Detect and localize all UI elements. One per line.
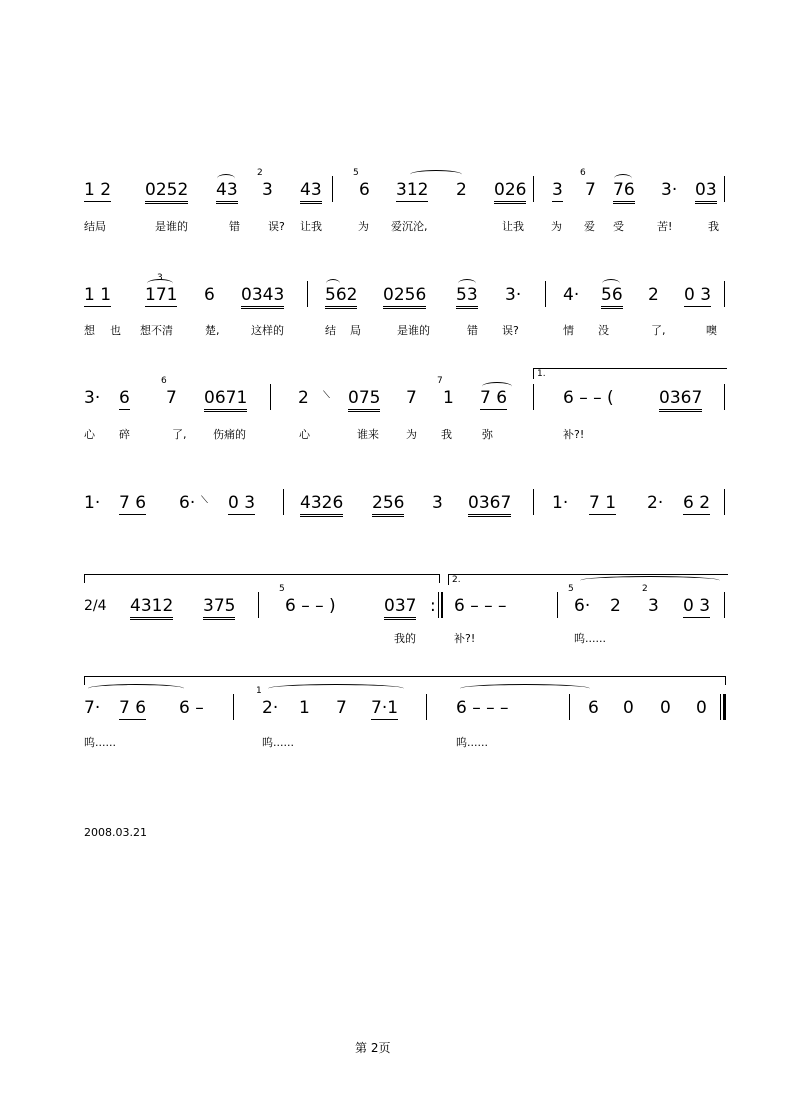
grace-note: 2	[642, 584, 648, 594]
grace-note: 5	[568, 584, 574, 594]
note-group: 026	[494, 180, 526, 204]
note-group: 7 6	[119, 493, 147, 513]
barline	[533, 384, 534, 410]
note-group: 6 – – (	[563, 388, 614, 408]
barline	[270, 384, 271, 410]
lyric: 情	[563, 324, 574, 337]
final-barline	[723, 694, 726, 720]
note-group: 3	[432, 493, 443, 513]
barline	[307, 281, 308, 307]
barline	[720, 694, 721, 720]
grace-note: 5	[353, 168, 359, 178]
lyric: 误?	[268, 220, 285, 233]
note-group: 6	[204, 285, 215, 305]
lyric: 为	[406, 428, 417, 441]
barline	[233, 694, 234, 720]
grace-note: 6	[580, 168, 586, 178]
note-group: 0	[660, 698, 671, 718]
note-group: 3	[648, 596, 659, 616]
barline	[724, 489, 725, 515]
lyric: 伤痛的	[213, 428, 246, 441]
note-group: 0367	[468, 493, 511, 517]
note-group: 0671	[204, 388, 247, 412]
barline	[724, 281, 725, 307]
system-3	[0, 369, 790, 448]
lyric: 噢	[706, 324, 717, 337]
bracket-line	[84, 574, 440, 583]
lyric: 楚,	[205, 324, 220, 337]
lyric: 谁来	[357, 428, 379, 441]
page-number: 第 2页	[355, 1041, 391, 1055]
note-group: 7	[585, 180, 596, 200]
note-group: 3·	[84, 388, 101, 408]
note-group: 1	[299, 698, 310, 718]
note-group: 0	[623, 698, 634, 718]
note-group: 1·	[552, 493, 569, 513]
lyric: 受	[613, 220, 624, 233]
lyric: 心	[84, 428, 95, 441]
slur	[460, 684, 590, 693]
barline	[283, 489, 284, 515]
lyric: 补?!	[454, 632, 476, 645]
note-group: 0 3	[684, 285, 712, 305]
note-group: 7·	[84, 698, 101, 718]
note-group: 4326	[300, 493, 343, 517]
note-group: 2·	[262, 698, 279, 718]
lyric: 苦!	[657, 220, 673, 233]
note-group: 1	[443, 388, 454, 408]
note-group: 4·	[563, 285, 580, 305]
grace-note: 2	[257, 168, 263, 178]
note-group: 6 – – –	[454, 596, 507, 616]
lyric: 为	[551, 220, 562, 233]
lyric: 想	[84, 324, 95, 337]
system-5	[0, 575, 790, 656]
system-2	[0, 273, 790, 345]
lyric: 弥	[482, 428, 493, 441]
volta-bracket: 2.	[448, 574, 728, 585]
note-group: 43	[300, 180, 322, 204]
note-group: 53	[456, 285, 478, 309]
note-group: 6 – – –	[456, 698, 509, 718]
glide-mark: ⟍	[201, 495, 208, 506]
note-group: 375	[203, 596, 235, 620]
note-group: 0 3	[228, 493, 256, 513]
note-group: 6 2	[683, 493, 711, 513]
system-1	[0, 168, 790, 240]
lyric: 错	[229, 220, 240, 233]
grace-note: 1	[256, 686, 262, 696]
note-group: 7·1	[371, 698, 399, 718]
note-group: 312	[396, 180, 429, 200]
note-group: 0	[696, 698, 707, 718]
glide-mark: ⟍	[323, 390, 330, 401]
lyric: 没	[598, 324, 609, 337]
slur	[580, 576, 720, 585]
grace-note: 7	[437, 376, 443, 386]
tuplet-mark: 3	[157, 273, 163, 283]
barline	[533, 176, 534, 202]
note-group: 1 2	[84, 180, 112, 200]
note-group: 562	[325, 285, 357, 309]
grace-note: 5	[279, 584, 285, 594]
note-group: 0367	[659, 388, 702, 412]
lyric: 了,	[651, 324, 666, 337]
barline	[533, 489, 534, 515]
barline	[332, 176, 333, 202]
note-group: 3·	[505, 285, 522, 305]
lyric: 想不清	[140, 324, 173, 337]
lyric: 呜......	[262, 736, 294, 749]
lyric: 爱	[584, 220, 595, 233]
barline	[557, 592, 558, 618]
note-group: 6 – – )	[285, 596, 336, 616]
note-group: 2	[648, 285, 659, 305]
note-group: 56	[601, 285, 623, 309]
note-group: 2	[610, 596, 621, 616]
lyric: 也	[110, 324, 121, 337]
note-group: 0252	[145, 180, 188, 204]
note-group: 7 6	[119, 698, 147, 718]
note-group: 037	[384, 596, 416, 620]
note-group: 0256	[383, 285, 426, 309]
note-group: 1·	[84, 493, 101, 513]
lyric: 是谁的	[155, 220, 188, 233]
lyric: 误?	[502, 324, 519, 337]
note-group: 7	[336, 698, 347, 718]
lyric: 错	[467, 324, 478, 337]
note-group: 43	[216, 180, 238, 204]
lyric: 我	[708, 220, 719, 233]
note-group: 2	[298, 388, 309, 408]
barline	[426, 694, 427, 720]
note-group: 4312	[130, 596, 173, 620]
note-group: 075	[348, 388, 380, 412]
note-group: 0343	[241, 285, 284, 309]
note-group: 03	[695, 180, 717, 204]
note-group: 7	[406, 388, 417, 408]
lyric: 局	[350, 324, 361, 337]
barline	[724, 592, 725, 618]
repeat-dots: :	[430, 596, 436, 616]
note-group: 7 6	[480, 388, 508, 408]
lyric: 我	[441, 428, 452, 441]
note-group: 6	[119, 388, 130, 408]
note-group: 6	[359, 180, 370, 200]
note-group: 6	[588, 698, 599, 718]
note-group: 256	[372, 493, 404, 517]
lyric: 碎	[119, 428, 130, 441]
barline	[258, 592, 259, 618]
slur	[268, 684, 404, 693]
note-group: 76	[613, 180, 635, 204]
slur	[88, 684, 184, 693]
lyric: 是谁的	[397, 324, 430, 337]
note-group: 7 1	[589, 493, 617, 513]
note-group: 1 1	[84, 285, 112, 305]
note-group: 6·	[574, 596, 591, 616]
bracket-line	[84, 676, 726, 685]
barline	[724, 384, 725, 410]
system-4	[0, 493, 790, 553]
note-group: 7	[166, 388, 177, 408]
lyric: 呜......	[456, 736, 488, 749]
volta-bracket: 1.	[533, 368, 727, 379]
lyric: 心	[299, 428, 310, 441]
note-group: 0 3	[683, 596, 711, 616]
lyric: 补?!	[563, 428, 585, 441]
barline-thick	[441, 592, 443, 618]
lyric: 让我	[300, 220, 322, 233]
system-6	[0, 686, 790, 758]
lyric: 结	[325, 324, 336, 337]
grace-note: 6	[161, 376, 167, 386]
lyric: 呜......	[574, 632, 606, 645]
lyric: 这样的	[251, 324, 284, 337]
barline	[545, 281, 546, 307]
note-group: 2	[456, 180, 467, 200]
note-group: 171	[145, 285, 178, 305]
time-signature: 2/4	[84, 598, 107, 614]
barline	[569, 694, 570, 720]
slur	[410, 170, 462, 179]
date-label: 2008.03.21	[84, 826, 147, 839]
note-group: 3	[552, 180, 563, 200]
barline	[438, 592, 439, 618]
lyric: 呜......	[84, 736, 116, 749]
lyric: 我的	[394, 632, 416, 645]
lyric: 结局	[84, 220, 106, 233]
lyric: 爱沉沦,	[391, 220, 428, 233]
lyric: 为	[358, 220, 369, 233]
barline	[724, 176, 725, 202]
note-group: 2·	[647, 493, 664, 513]
note-group: 6 –	[179, 698, 204, 718]
lyric: 让我	[502, 220, 524, 233]
note-group: 3·	[661, 180, 678, 200]
note-group: 6·	[179, 493, 196, 513]
lyric: 了,	[172, 428, 187, 441]
note-group: 3	[262, 180, 273, 200]
